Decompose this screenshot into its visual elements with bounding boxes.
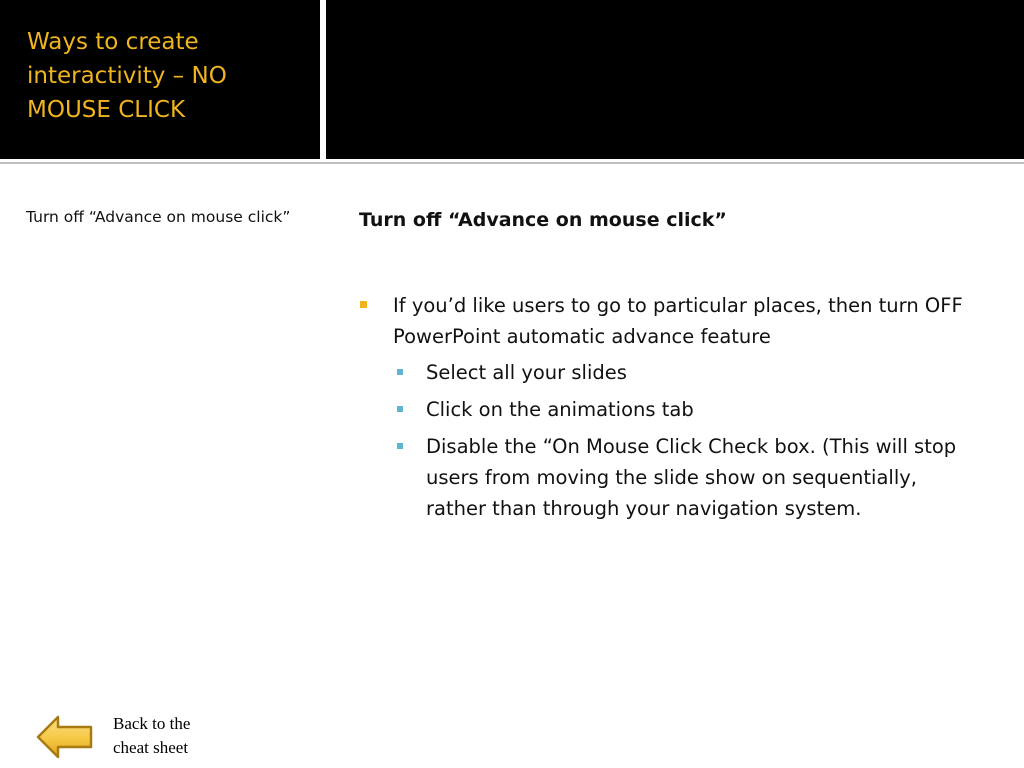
- bullet-list: [359, 290, 979, 524]
- square-bullet-icon: [397, 369, 403, 375]
- sub-bullet-text: Disable the “On Mouse Click Check box. (This will stop users from moving the slide show on sequentially, rather than through your navigation system.: [426, 435, 957, 520]
- header-bar: [326, 0, 1024, 159]
- square-bullet-icon: [360, 301, 367, 308]
- sub-bullet-text: Select all your slides: [426, 361, 627, 384]
- back-link-label[interactable]: Back to the cheat sheet: [113, 714, 191, 757]
- content-area: [359, 205, 979, 530]
- sub-bullet-text: Click on the animations tab: [426, 398, 694, 421]
- sub-bullet-item: [393, 357, 979, 388]
- side-note: Turn off “Advance on mouse click”: [26, 208, 291, 226]
- sub-bullet-list: [393, 357, 979, 524]
- slide-title: Ways to create interactivity – NO MOUSE CLICK: [27, 29, 227, 123]
- square-bullet-icon: [397, 443, 403, 449]
- sub-bullet-item: [393, 394, 979, 425]
- bullet-text: If you’d like users to go to particular places, then turn OFF PowerPoint automatic advance feature: [393, 294, 963, 348]
- title-panel: [0, 0, 320, 159]
- content-heading: Turn off “Advance on mouse click”: [359, 209, 727, 231]
- bullet-item: [359, 290, 979, 524]
- header-divider: [0, 162, 1024, 164]
- left-arrow-icon[interactable]: [36, 714, 94, 760]
- sub-bullet-item: [393, 431, 979, 524]
- back-to-cheat-sheet-link[interactable]: [36, 712, 216, 762]
- square-bullet-icon: [397, 406, 403, 412]
